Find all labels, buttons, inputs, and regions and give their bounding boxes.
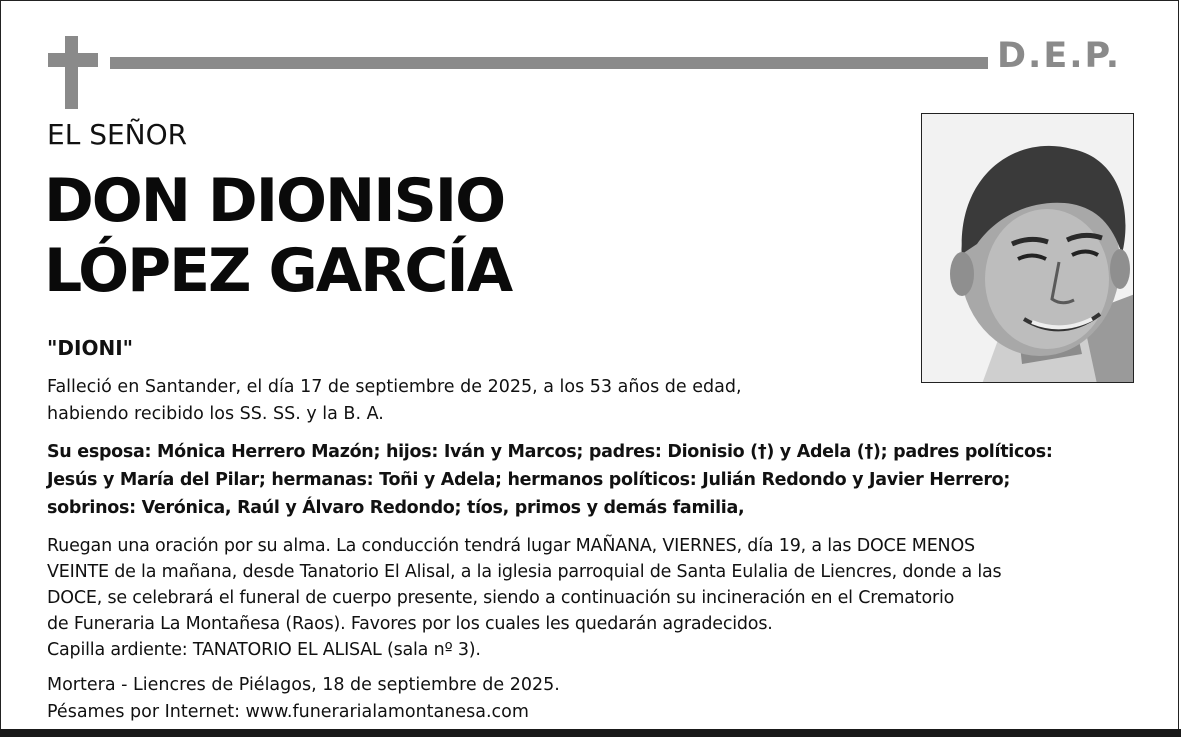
footer-info — [47, 672, 560, 726]
text-line: de Funeraria La Montañesa (Raos). Favores por los cuales les quedarán agradecidos. — [47, 614, 773, 634]
condolences-web-line: Pésames por Internet: www.funerarialamontanesa.com — [47, 702, 529, 722]
text-line: sobrinos: Verónica, Raúl y Álvaro Redondo; tíos, primos y demás familia, — [47, 498, 745, 518]
location-date-line: Mortera - Liencres de Piélagos, 18 de septiembre de 2025. — [47, 675, 560, 695]
text-line: Jesús y María del Pilar; hermanas: Toñi y Adela; hermanos políticos: Julián Redondo y Javier Herrero; — [47, 470, 1011, 490]
name-line: LÓPEZ GARCÍA — [44, 236, 512, 306]
portrait-photo — [921, 113, 1134, 383]
text-line: habiendo recibido los SS. SS. y la B. A. — [47, 404, 384, 424]
honorific-title: EL SEÑOR — [47, 118, 188, 151]
text-line: VEINTE de la mañana, desde Tanatorio El Alisal, a la iglesia parroquial de Santa Eulalia de Liencres, donde a las — [47, 562, 1002, 582]
ceremony-details — [47, 533, 1001, 663]
text-line: Falleció en Santander, el día 17 de septiembre de 2025, a los 53 años de edad, — [47, 377, 742, 397]
header-rule — [110, 57, 988, 69]
death-notice — [47, 374, 742, 428]
deceased-name — [44, 166, 511, 306]
bottom-rule — [0, 729, 1181, 737]
text-line: DOCE, se celebrará el funeral de cuerpo presente, siendo a continuación su incineración en el Crematorio — [47, 588, 955, 608]
family-list — [47, 438, 1053, 522]
name-line: DON DIONISIO — [44, 166, 505, 236]
text-line: Capilla ardiente: TANATORIO EL ALISAL (sala nº 3). — [47, 640, 481, 660]
text-line: Ruegan una oración por su alma. La conducción tendrá lugar MAÑANA, VIERNES, día 19, a las DOCE MENOS — [47, 536, 975, 556]
dep-label: D.E.P. — [997, 36, 1122, 76]
nickname: "DIONI" — [47, 336, 134, 360]
text-line: Su esposa: Mónica Herrero Mazón; hijos: Iván y Marcos; padres: Dionisio (†) y Adela (†); padres políticos: — [47, 442, 1053, 462]
portrait-illustration — [922, 114, 1134, 383]
